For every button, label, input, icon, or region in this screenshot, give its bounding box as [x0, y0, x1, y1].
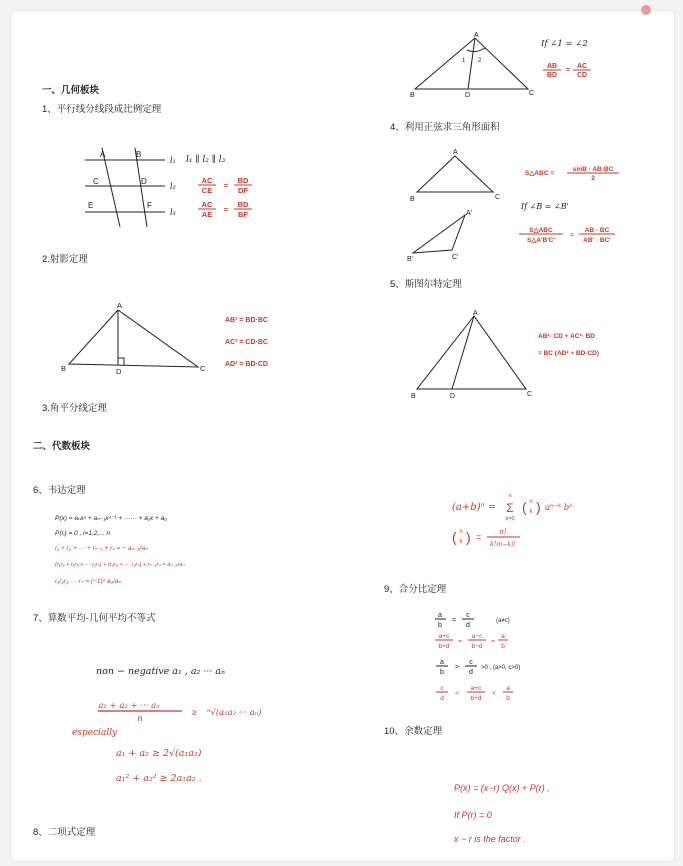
frac-den: b — [438, 622, 442, 629]
sum-bottom: k=0 — [505, 516, 515, 522]
frac-den: d — [440, 695, 444, 702]
point-label: E — [88, 201, 94, 210]
angle-label: 2 — [478, 58, 482, 64]
point-label: A — [473, 310, 478, 317]
svg-text:=: = — [476, 532, 482, 542]
equation: a₁ + a₂ ≥ 2√(a₁a₂) — [116, 748, 202, 759]
frac-num: a — [438, 612, 442, 619]
point-label: C — [93, 177, 99, 186]
frac-num: n! — [499, 528, 507, 536]
equation: P(rᵢ) = 0 , i=1,2,... n — [55, 530, 110, 537]
ratio-num: AC — [576, 63, 588, 70]
ratio-den: AE — [201, 210, 213, 219]
ratio-den: CD — [576, 72, 588, 79]
point-label: D — [465, 92, 471, 99]
frac-den: b+d — [470, 695, 482, 702]
svg-text:=: = — [565, 67, 571, 74]
item-2-title: 2.射影定理 — [42, 254, 88, 265]
condition: If ∠B = ∠B' — [521, 202, 569, 211]
point-label: A — [117, 301, 123, 310]
point-label: C — [529, 90, 535, 97]
vieta-figure — [50, 508, 260, 590]
point-label: B — [410, 196, 415, 203]
point-label: A — [474, 32, 479, 39]
point-label: B — [410, 92, 415, 99]
frac-num: c — [440, 685, 444, 692]
point-label: D — [141, 177, 147, 186]
ratio-den: BF — [238, 210, 248, 219]
root-expr: ⁿ√(a₁a₂ ··· aₙ) — [207, 708, 262, 718]
frac-den: b — [506, 695, 510, 702]
point-label: B — [136, 150, 142, 159]
point-label: C — [495, 194, 501, 201]
item-4-title: 4、利用正弦求三角形面积 — [390, 122, 500, 133]
point-label: D — [450, 393, 456, 400]
svg-text:<: < — [455, 690, 459, 697]
ratio-num: AB · BC — [584, 227, 610, 234]
item-5-title: 5、斯图尔特定理 — [390, 279, 462, 290]
stewart-figure — [405, 308, 625, 400]
angle-label: 1 — [462, 58, 466, 64]
sum-top: n — [508, 493, 512, 499]
equation: a₁² + a₂² ≥ 2a₁a₂ . — [116, 773, 202, 784]
equation: AC² = CD·BC — [225, 339, 268, 346]
condition: If ∠1 = ∠2 — [541, 39, 588, 49]
svg-text:=: = — [223, 181, 229, 190]
equation: (r₁r₂ + r₁r₃ + ··· r₁rₙ) + (r₂r₃ + ··· r₂rₙ) + rₙ₋₁rₙ = aₙ₋₂/aₙ — [55, 562, 185, 568]
ratio-num: BD — [237, 176, 249, 185]
frac-den: n — [137, 714, 143, 724]
ratio-num: AB — [546, 63, 558, 70]
equation: x − r is the factor . — [454, 834, 526, 844]
frac-num: a — [440, 659, 444, 666]
svg-text:=: = — [223, 205, 229, 214]
item-3-title: 3.角平分线定理 — [42, 403, 107, 414]
equation: r₁r₂r₃ ··· rₙ = (−1)ⁿ a₀/aₙ — [55, 578, 122, 585]
line-label: l₂ — [170, 182, 176, 191]
svg-text:≥: ≥ — [192, 707, 197, 717]
svg-text:): ) — [536, 499, 541, 515]
binom-top: n — [529, 499, 533, 505]
frac-num: a₁ + a₂ + ··· aₙ — [98, 701, 160, 711]
frac-num: a+c — [470, 685, 482, 692]
especially-label: especially — [72, 728, 118, 738]
frac-den: d — [469, 669, 473, 676]
svg-text:=: = — [570, 232, 574, 239]
equation: AB² = BD·BC — [225, 317, 268, 324]
binom-lhs: (a+b)ⁿ = — [452, 502, 497, 513]
frac-num: a+c — [438, 633, 450, 640]
ratio-num: AC — [201, 200, 213, 209]
point-label: C — [200, 364, 206, 373]
frac-num: a — [506, 685, 510, 692]
item-9-title: 9、合分比定理 — [384, 584, 447, 595]
ratio-num: S△ABC — [529, 227, 553, 234]
term: aⁿ⁻ᵏ bᵏ — [545, 503, 573, 513]
point-label: B' — [407, 256, 414, 263]
equation: If P(r) = 0 — [454, 810, 492, 820]
angle-bisector-figure — [405, 30, 620, 102]
point-label: F — [147, 201, 152, 210]
frac-den: k!(n−k)! — [490, 541, 516, 548]
svg-text:<: < — [492, 690, 496, 697]
frac-den: d — [466, 622, 470, 629]
remainder-figure — [452, 775, 632, 850]
point-label: A — [453, 149, 458, 156]
parallel-note: l₁ ∥ l₂ ∥ l₃ — [186, 155, 226, 165]
frac-num: a — [501, 633, 505, 640]
svg-text:k: k — [459, 539, 463, 545]
item-7-title: 7、算数平均-几何平均不等式 — [33, 613, 156, 624]
point-label: A — [100, 150, 106, 159]
frac-num: c — [466, 612, 470, 619]
frac-den: b−d — [471, 643, 483, 650]
status-dot — [641, 5, 651, 15]
svg-text:n: n — [459, 529, 463, 535]
equation: P(x) = aₙxⁿ + aₙ₋₁xⁿ⁻¹ + ······ + a₁x + a₀ — [55, 515, 167, 522]
area-num: sinB · AB·BC — [572, 166, 614, 173]
svg-text:=: = — [458, 638, 462, 645]
am-gm-figure — [70, 660, 295, 790]
equation: P(x) = (x−r) Q(x) + P(r) , — [454, 783, 550, 793]
line-label: l₁ — [170, 156, 176, 165]
ratio-num: BD — [237, 200, 249, 209]
svg-text:(: ( — [522, 499, 527, 515]
equation: AD² = BD·CD — [225, 361, 268, 368]
point-label: C' — [452, 254, 459, 261]
binom-bottom: k — [529, 509, 533, 515]
binomial-figure — [450, 490, 610, 552]
svg-text:=: = — [491, 638, 495, 645]
condition: (a≠c) — [496, 618, 510, 624]
frac-den: b — [440, 669, 444, 676]
frac-den: b — [501, 643, 505, 650]
frac-num: a−c — [471, 633, 483, 640]
point-label: C — [527, 391, 533, 398]
ratio-den: CE — [201, 186, 213, 195]
area-label: S△ABC = — [525, 170, 555, 177]
ratio-den: BD — [546, 72, 558, 79]
point-label: A' — [466, 210, 473, 217]
condition: >0 , (a>0, c>0) — [481, 665, 521, 671]
ratio-den: AB' · BC' — [583, 237, 611, 244]
item-10-title: 10、余数定理 — [384, 726, 443, 737]
frac-den: b+d — [438, 643, 450, 650]
section-algebra: 二、代数板块 — [33, 441, 91, 452]
point-label: B — [411, 393, 416, 400]
svg-text:): ) — [466, 529, 471, 545]
equation: non − negative a₁ , a₂ ··· aₙ — [96, 666, 225, 677]
ratio-den: DF — [238, 186, 248, 195]
svg-text:Σ: Σ — [506, 501, 514, 515]
item-1-title: 1、平行线分线段成比例定理 — [42, 104, 162, 115]
item-6-title: 6、韦达定理 — [33, 485, 86, 496]
frac-num: c — [469, 659, 473, 666]
svg-text:>: > — [454, 664, 460, 671]
svg-text:=: = — [451, 617, 457, 624]
sine-area-figure — [405, 145, 635, 263]
parallel-lines-figure — [80, 145, 340, 230]
projection-figure — [55, 298, 295, 380]
section-geometry: 一、几何板块 — [42, 85, 100, 96]
svg-text:(: ( — [452, 529, 457, 545]
item-8-title: 8、二项式定理 — [33, 827, 96, 838]
area-den: 2 — [591, 175, 595, 182]
equation: r₁ + r₂ + ··· + rₙ₋₁ + rₙ = − aₙ₋₁/aₙ — [55, 545, 148, 552]
point-label: D — [116, 367, 122, 376]
proportion-figure — [432, 605, 582, 710]
ratio-num: AC — [201, 176, 213, 185]
point-label: B — [61, 364, 67, 373]
line-label: l₃ — [170, 208, 176, 217]
equation: = BC (AD² + BD·CD) — [538, 350, 600, 357]
ratio-den: S△A'B'C' — [526, 237, 556, 244]
equation: AB²· CD + AC²· BD — [538, 333, 595, 340]
